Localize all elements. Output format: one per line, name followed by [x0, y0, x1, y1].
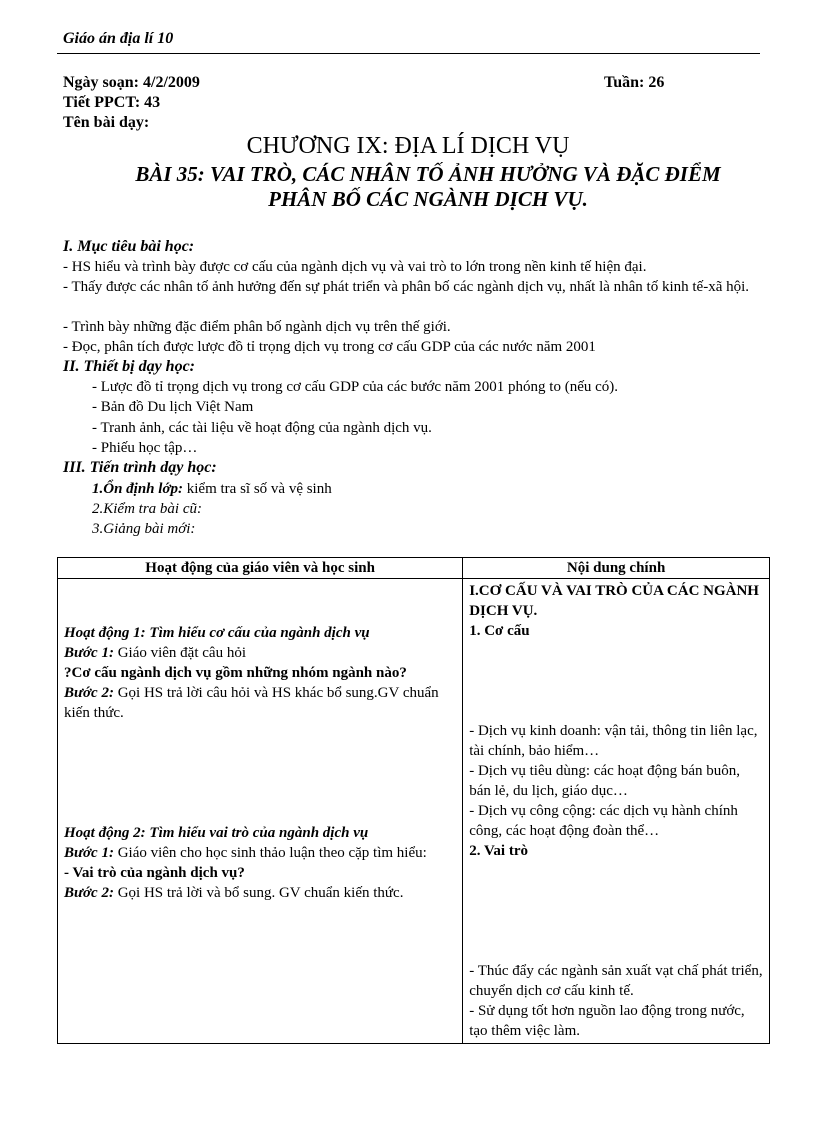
- process-step: [92, 519, 772, 539]
- activity-2-question: - Vai trò của ngành dịch vụ?: [64, 865, 245, 881]
- week-number: Tuần: 26: [604, 74, 665, 91]
- column-header-activities: Hoạt động của giáo viên và học sinh: [58, 558, 463, 579]
- equipment-item: - Phiếu học tập…: [92, 440, 198, 456]
- objective-item: - Thấy được các nhân tố ảnh hưởng đến sự phát triển và phân bố các ngành dịch vụ, nhất là nhân tố kinh tế-xã hội.: [63, 279, 750, 295]
- activity-2-step-2: [64, 883, 456, 903]
- activity-2-step-1: [64, 843, 456, 863]
- page-header: Giáo án địa lí 10: [63, 30, 174, 47]
- objective-item: - Trình bày những đặc điểm phân bố ngành dịch vụ trên thế giới.: [63, 319, 451, 335]
- objective-item: - HS hiểu và trình bày được cơ cấu của ngành dịch vụ và vai trò to lớn trong nền kinh tế hiện đại.: [63, 259, 647, 275]
- subsection-role: 2. Vai trò: [469, 843, 528, 859]
- prep-date: Ngày soạn: 4/2/2009: [63, 74, 200, 91]
- process-step-label: 2.Kiểm tra bài cũ:: [92, 501, 202, 517]
- process-step: [92, 499, 772, 519]
- equipment-item: - Lược đồ tỉ trọng dịch vụ trong cơ cấu GDP của các bước năm 2001 phóng to (nếu có).: [92, 379, 619, 395]
- step-text: Gọi HS trả lời và bổ sung. GV chuẩn kiến thức.: [113, 885, 404, 901]
- process-step: [92, 479, 772, 499]
- content-cell: [463, 579, 770, 1044]
- activity-2-title: Hoạt động 2: Tìm hiểu vai trò của ngành dịch vụ: [64, 825, 369, 841]
- activity-1-step-1: [64, 643, 456, 663]
- period-number: Tiết PPCT: 43: [63, 94, 161, 111]
- lesson-name-label: Tên bài dạy:: [63, 114, 150, 131]
- lesson-title-line2: PHÂN BỐ CÁC NGÀNH DỊCH VỤ.: [268, 187, 588, 211]
- objective-item: - Đọc, phân tích được lược đồ tỉ trọng dịch vụ trong cơ cấu GDP của các nước năm 2001: [63, 339, 596, 355]
- chapter-title: CHƯƠNG IX: ĐỊA LÍ DỊCH VỤ: [246, 133, 570, 159]
- activity-1-title: Hoạt động 1: Tìm hiểu cơ cấu của ngành dịch vụ: [64, 625, 370, 641]
- content-item: - Dịch vụ công cộng: các dịch vụ hành chính công, các hoạt động đoàn thể…: [469, 803, 738, 839]
- equipment-item: - Bản đồ Du lịch Việt Nam: [92, 399, 254, 415]
- activity-1-question: ?Cơ cấu ngành dịch vụ gồm những nhóm ngành nào?: [64, 665, 407, 681]
- content-item: - Thúc đẩy các ngành sản xuất vạt chấ phát triển, chuyển dịch cơ cấu kinh tế.: [469, 963, 763, 999]
- step-label: Bước 1:: [64, 845, 114, 861]
- table-header-row: [58, 558, 770, 579]
- subsection-structure: 1. Cơ cấu: [469, 623, 530, 639]
- content-item: - Sử dụng tốt hơn nguồn lao động trong nước, tạo thêm việc làm.: [469, 1003, 745, 1039]
- process-heading: III. Tiến trình dạy học:: [63, 459, 217, 476]
- step-label: Bước 2:: [64, 685, 114, 701]
- content-item: - Dịch vụ tiêu dùng: các hoạt động bán buôn, bán lẻ, du lịch, giáo dục…: [469, 763, 740, 799]
- process-step-label: 1.Ổn định lớp:: [92, 481, 183, 497]
- lesson-title-line1: BÀI 35: VAI TRÒ, CÁC NHÂN TỐ ẢNH HƯỞNG VÀ ĐẶC ĐIỂM: [135, 162, 721, 186]
- activity-1-step-2: [64, 683, 456, 723]
- header-divider: [57, 53, 760, 54]
- process-step-text: kiểm tra sĩ số và vệ sinh: [183, 481, 332, 497]
- step-text: Giáo viên cho học sinh thảo luận theo cặp tìm hiểu:: [113, 845, 427, 861]
- column-header-content: Nội dung chính: [463, 558, 770, 579]
- lesson-title: [90, 162, 766, 212]
- activities-cell: [58, 579, 463, 1044]
- lesson-table: [57, 557, 770, 1044]
- process-step-label: 3.Giảng bài mới:: [92, 521, 196, 537]
- step-text: Gọi HS trả lời câu hỏi và HS khác bổ sung.GV chuẩn kiến thức.: [64, 685, 439, 721]
- section-title: I.CƠ CẤU VÀ VAI TRÒ CỦA CÁC NGÀNH DỊCH VỤ.: [469, 583, 759, 619]
- step-text: Giáo viên đặt câu hỏi: [113, 645, 246, 661]
- objectives-heading: I. Mục tiêu bài học:: [63, 238, 195, 255]
- step-label: Bước 1:: [64, 645, 114, 661]
- equipment-heading: II. Thiết bị dạy học:: [63, 358, 195, 375]
- table-row: [58, 579, 770, 1044]
- step-label: Bước 2:: [64, 885, 114, 901]
- content-item: - Dịch vụ kinh doanh: vận tải, thông tin liên lạc, tài chính, bảo hiểm…: [469, 723, 758, 759]
- equipment-item: - Tranh ảnh, các tài liệu về hoạt động của ngành dịch vụ.: [92, 420, 432, 436]
